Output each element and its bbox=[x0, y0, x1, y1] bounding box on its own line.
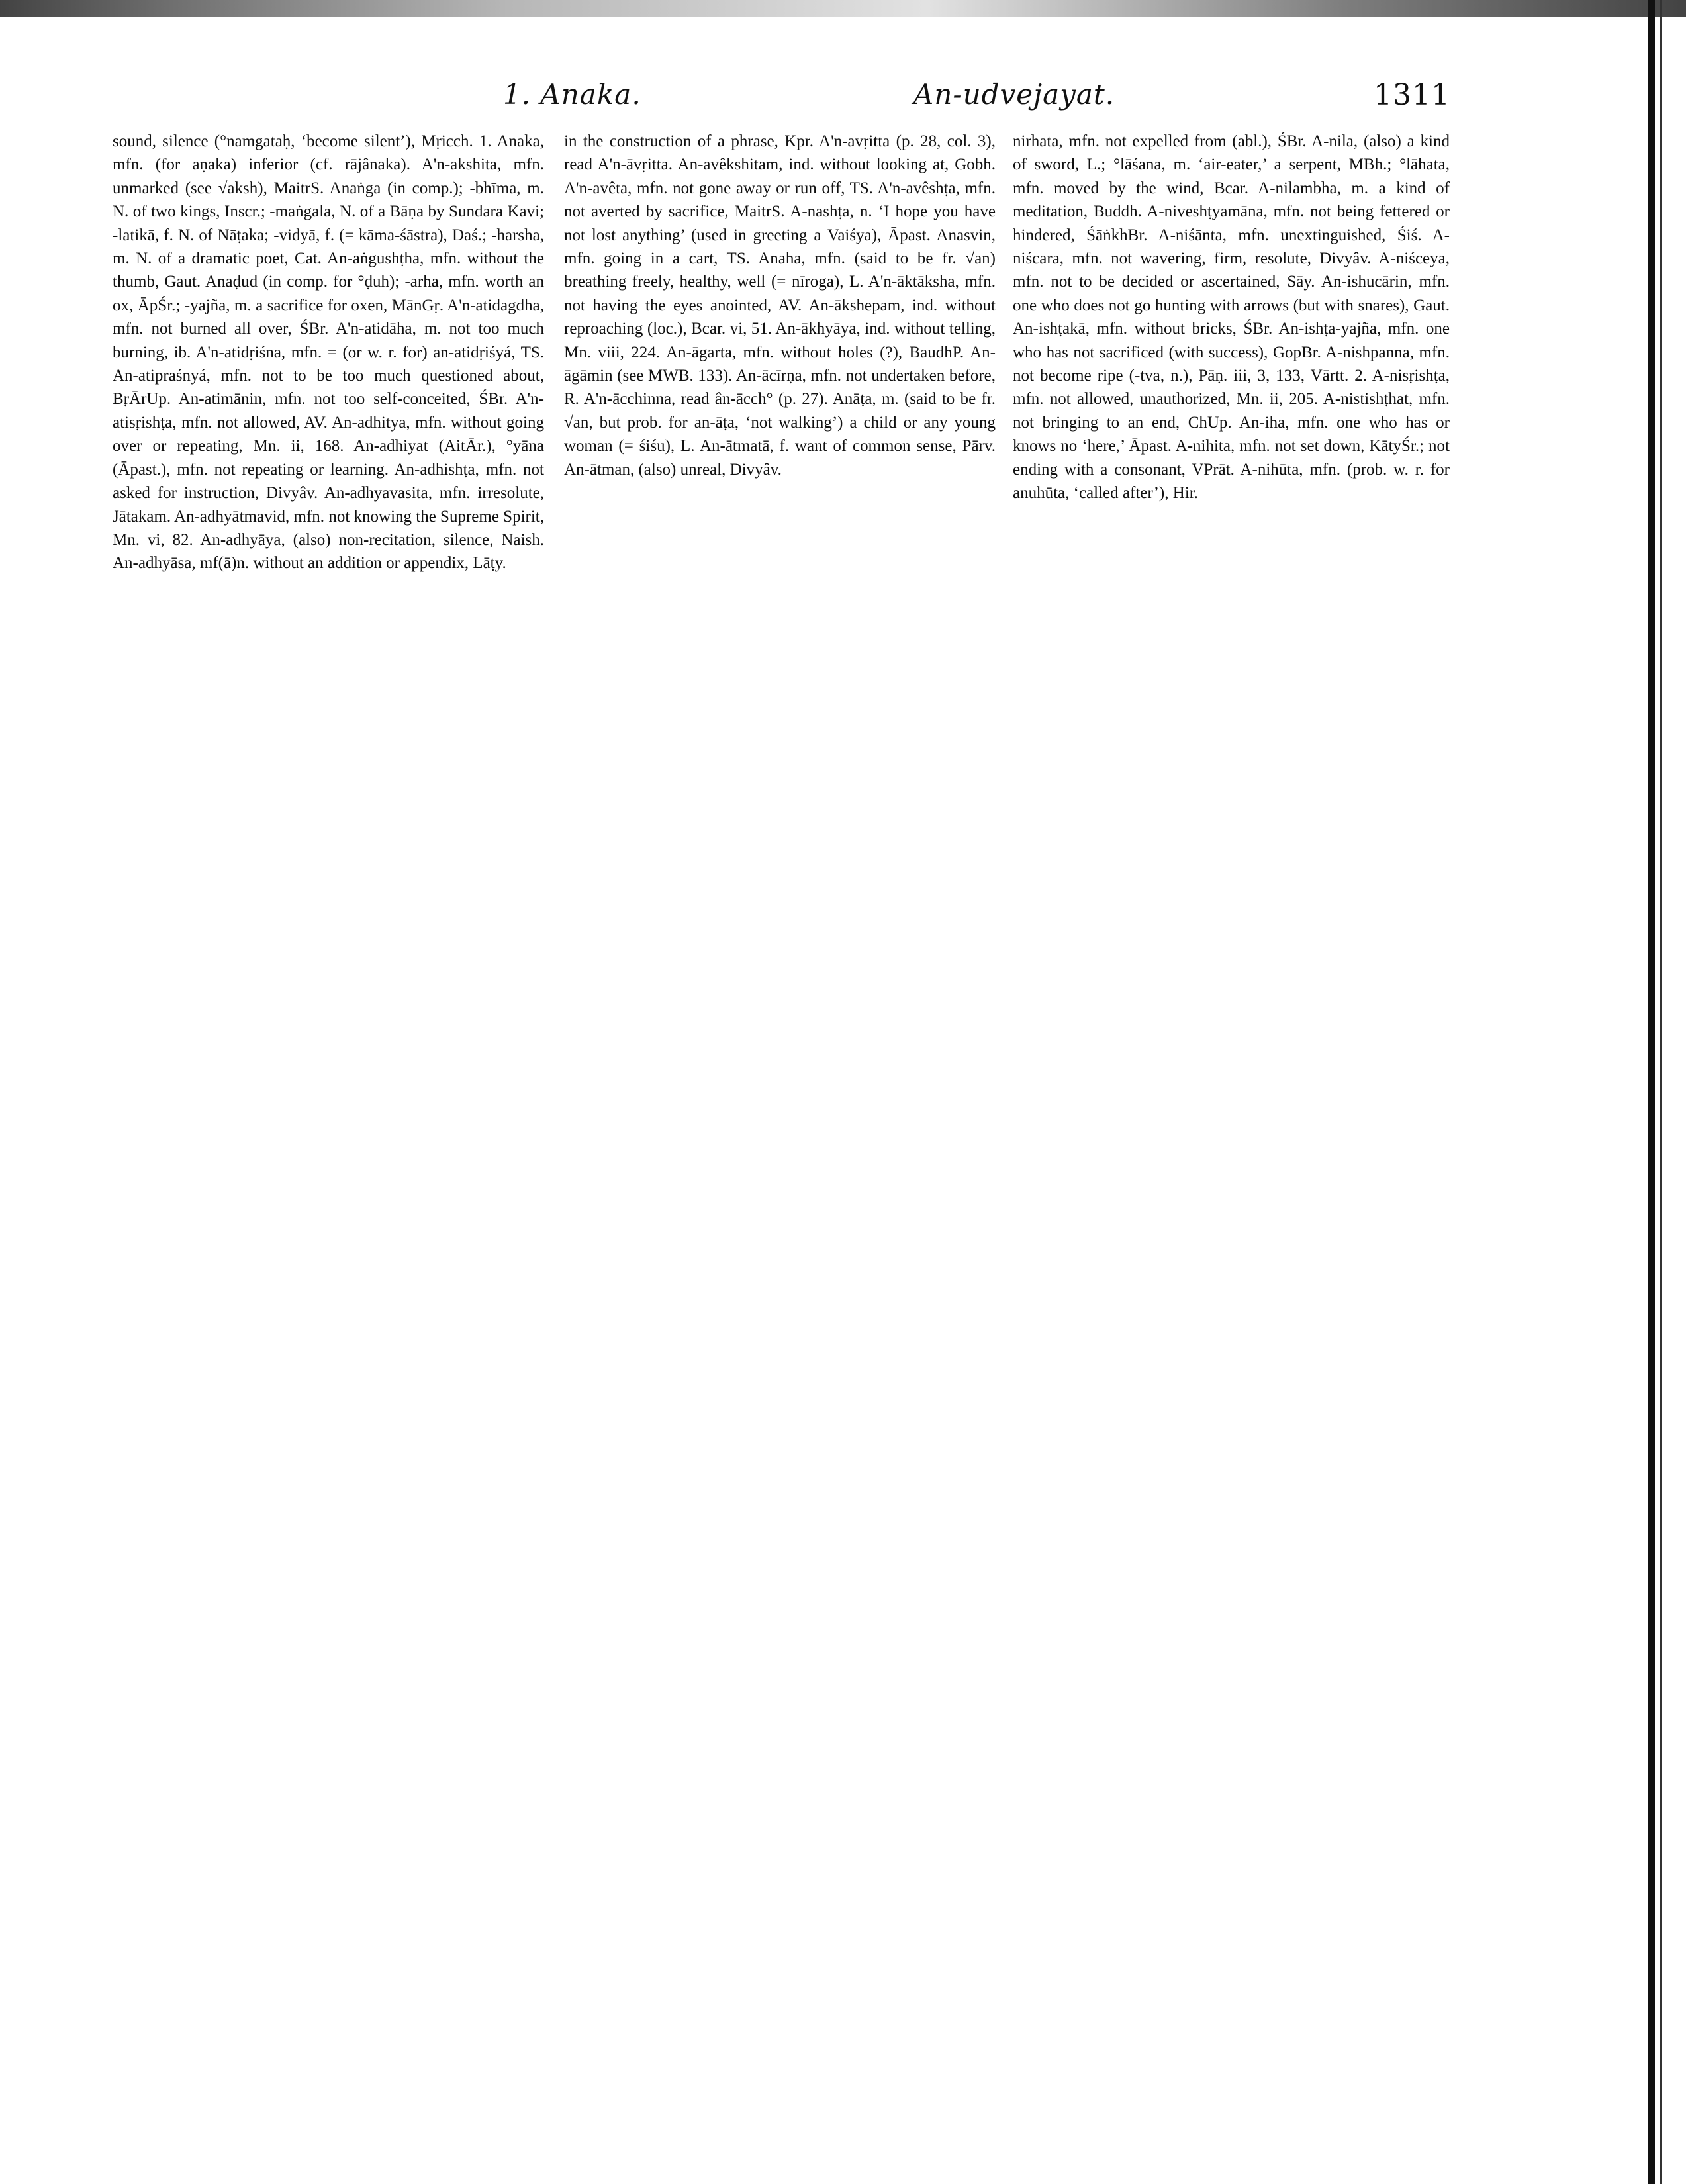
dictionary-column-1 bbox=[113, 130, 544, 2169]
page-header bbox=[113, 78, 1460, 131]
column-text: sound, silence (°namgataḥ, ‘become silent’), Mṛicch. 1. Anaka, mfn. (for aṇaka) inferior (cf. rājânaka). A'n-akshita, mfn. unmarked (see √aksh), MaitrS. Anaṅga (in comp.); -bhīma, m. N. of two kings, Inscr.; -maṅgala, N. of a Bāṇa by Sundara Kavi; -latikā, f. N. of Nāṭaka; -vidyā, f. (= kāma-śāstra), Daś.; -harsha, m. N. of a dramatic poet, Cat. An-aṅgushṭha, mfn. without the thumb, Gaut. Anaḍud (in comp. for °ḍuh); -arha, mfn. worth an ox, ĀpŚr.; -yajña, m. a sacrifice for oxen, MānGṛ. A'n-atidagdha, mfn. not burned all over, ŚBr. A'n-atidāha, m. not too much burning, ib. A'n-atidṛiśna, mfn. = (or w. r. for) an-atidṛiśyá, TS. An-atipraśnyá, mfn. not to be too much questioned about, BṛĀrUp. An-atimānin, mfn. not too self-conceited, ŚBr. A'n-atisṛishṭa, mfn. not allowed, AV. An-adhitya, mfn. without going over or repeating, Mn. ii, 168. An-adhiyat (AitĀr.), °yāna (Āpast.), mfn. not repeating or learning. An-adhishṭa, mfn. not asked for instruction, Divyâv. An-adhyavasita, mfn. irresolute, Jātakam. An-adhyātmavid, mfn. not knowing the Supreme Spirit, Mn. vi, 82. An-adhyāya, (also) non-recitation, silence, Naish. An-adhyāsa, mf(ā)n. without an addition or appendix, Lāṭy. bbox=[113, 132, 544, 573]
scan-edge-right bbox=[1648, 0, 1655, 2184]
dictionary-column-2 bbox=[564, 130, 996, 2169]
column-text: nirhata, mfn. not expelled from (abl.), ŚBr. A-nila, (also) a kind of sword, L.; °lāśana, m. ‘air-eater,’ a serpent, MBh.; °lāhata, mfn. moved by the wind, Bcar. A-nilambha, m. a kind of meditation, Buddh. A-niveshṭyamāna, mfn. not being fettered or hindered, ŚāṅkhBr. A-niśānta, mfn. unextinguished, Śiś. A-niścara, mfn. not wavering, firm, resolute, Divyâv. A-niśceya, mfn. not to be decided or ascertained, Sāy. An-ishucārin, mfn. one who does not go hunting with arrows (but with snares), Gaut. An-ishṭakā, mfn. without bricks, ŚBr. An-ishṭa-yajña, mfn. one who has not sacrificed (with success), GopBr. A-nishpanna, mfn. not become ripe (-tva, n.), Pāṇ. iii, 3, 133, Vārtt. 2. A-nisṛishṭa, mfn. not allowed, unauthorized, Mn. ii, 205. A-nistishṭhat, mfn. not bringing to an end, ChUp. An-iha, mfn. one who has or knows no ‘here,’ Āpast. A-nihita, mfn. not set down, KātyŚr.; not ending with a consonant, VPrāt. A-nihūta, mfn. (prob. w. r. for anuhūta, ‘called after’), Hir. bbox=[1013, 132, 1450, 502]
header-right-catchword: An-udvejayat. bbox=[913, 78, 1115, 111]
page-number: 1311 bbox=[1374, 78, 1450, 112]
header-left-catchword: 1. Anaka. bbox=[503, 78, 641, 111]
scan-edge-right-inner bbox=[1660, 0, 1662, 2184]
column-text: in the construction of a phrase, Kpr. A'n-avṛitta (p. 28, col. 3), read A'n-āvṛitta. An-avêkshitam, ind. without looking at, Gobh. A'n-avêta, mfn. not gone away or run off, TS. A'n-avêshṭa, mfn. not averted by sacrifice, MaitrS. A-nashṭa, n. ‘I hope you have not lost anything’ (used in greeting a Vaiśya), Āpast. Anasvin, mfn. going in a cart, TS. Anaha, mfn. (said to be fr. √an) breathing freely, healthy, well (= nīroga), L. A'n-āktāksha, mfn. not having the eyes anointed, AV. An-ākshepam, ind. without reproaching (loc.), Bcar. vi, 51. An-ākhyāya, ind. without telling, Mn. viii, 224. An-āgarta, mfn. without holes (?), BaudhP. An-āgāmin (see MWB. 133). An-ācīrṇa, mfn. not undertaken before, R. A'n-ācchinna, read ân-ācch° (p. 27). Anāṭa, m. (said to be fr. √an, but prob. for an-āṭa, ‘not walking’) a child or any young woman (= śiśu), L. An-ātmatā, f. want of common sense, Pārv. An-ātman, (also) unreal, Divyâv. bbox=[564, 132, 996, 479]
dictionary-column-3 bbox=[1013, 130, 1450, 2169]
scan-edge-top bbox=[0, 0, 1686, 17]
